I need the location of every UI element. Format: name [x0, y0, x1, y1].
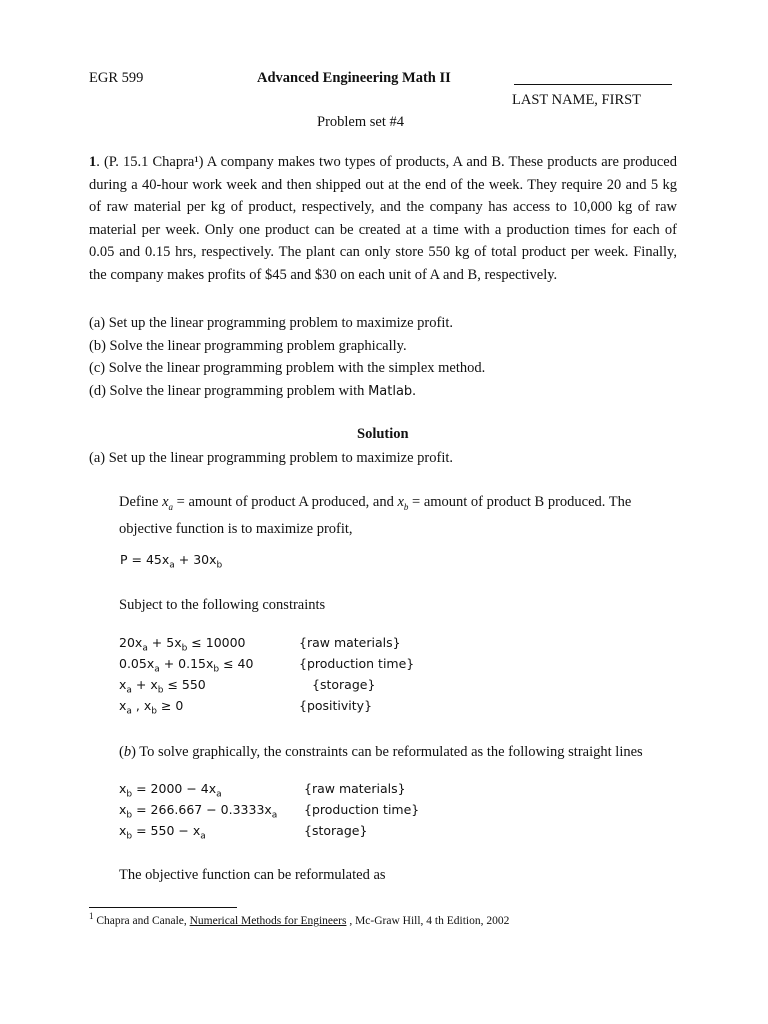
footnote-rest: , Mc-Graw Hill, 4 th Edition, 2002 [346, 914, 510, 927]
l1-lhs: x [119, 781, 127, 796]
constraint-raw-materials [119, 635, 246, 654]
c3-sub-1: a [126, 685, 132, 696]
problem-set-label: Problem set #4 [317, 114, 404, 130]
c3-sub-2: b [157, 685, 164, 696]
footnote-authors: Chapra and Canale, [93, 914, 190, 927]
c3-expr-3: ≤ 550 [163, 677, 206, 692]
c3-expr-1: x [119, 677, 127, 692]
objective-equation [120, 552, 222, 571]
l2-rhs: = 266.667 − 0.3333x [132, 802, 272, 817]
course-code: EGR 599 [89, 70, 144, 86]
line-raw-materials [119, 781, 222, 800]
part-a: (a) Set up the linear programming problem to maximize profit. [89, 315, 454, 331]
part-d [89, 380, 485, 404]
c2-expr-2: + 0.15x [159, 656, 214, 671]
solution-part-a: (a) Set up the linear programming problem to maximize profit. [89, 450, 454, 466]
problem-statement [89, 151, 677, 287]
l2-sub-1: b [126, 810, 133, 821]
define-text-3: = amount of product B produced. The [408, 494, 632, 510]
define-text-1: Define [119, 494, 163, 510]
c4-sub-2: b [151, 706, 157, 717]
c3-expr-2: + x [131, 677, 158, 692]
footnote-marker: 1 [89, 911, 94, 921]
c4-sub-1: a [126, 706, 132, 717]
c1-sub-1: a [142, 643, 148, 654]
line-tag-production-time: {production time} [304, 802, 420, 817]
line-tag-storage: {storage} [304, 823, 368, 838]
l1-rhs: = 2000 − 4x [132, 781, 217, 796]
problem-number: 1 [89, 154, 97, 170]
constraint-production-time [119, 656, 253, 675]
part-c: (c) Solve the linear programming problem with the simplex method. [89, 360, 486, 377]
c1-expr-2: + 5x [147, 635, 182, 650]
footnote-rule [89, 907, 237, 908]
constraint-positivity [119, 698, 183, 717]
constraint-tag-production-time: {production time} [299, 656, 415, 671]
var-xb: x [397, 494, 404, 510]
part-b-text: ) To solve graphically, the constraints can be reformulated as the following straight lines [131, 744, 643, 760]
l2-lhs: x [119, 802, 127, 817]
objective-part-2: + 30x [174, 552, 217, 567]
problem-text: . (P. 15.1 Chapra¹) A company makes two types of products, A and B. These products are produced during a 40-hour work week and then shipped out at the end of the week. They require 20 and 5 kg of raw material per kg of product, respectively, and the company has access to 10,000 kg of raw material per week. Only one product can be created at a time with a production times for each of 0.05 and 0.15 hrs, respectively. The plant can only store 550 kg of total product per week. Finally, the company makes profits of $45 and $30 on each unit of A and B, respectively. [89, 154, 677, 283]
l2-sub-2: a [271, 810, 278, 821]
part-d-prefix: (d) Solve the linear programming problem with [89, 382, 369, 399]
define-text-2: = amount of product A produced, and [173, 494, 398, 510]
solution-part-b: (b) To solve graphically, the constraints can be reformulated as the following straight lines [119, 744, 643, 760]
problem-parts [89, 312, 485, 403]
l3-lhs: x [119, 823, 127, 838]
c1-sub-2: b [181, 643, 188, 654]
constraint-tag-storage: {storage} [312, 677, 376, 692]
objective-reformulated-text: The objective function can be reformulated as [119, 867, 386, 883]
part-d-suffix: . [412, 382, 416, 399]
l3-sub-2: a [200, 831, 206, 842]
c2-expr-1: 0.05x [119, 656, 155, 671]
document-title: Advanced Engineering Math II [257, 70, 451, 86]
l3-rhs: = 550 − x [132, 823, 201, 838]
solution-heading: Solution [357, 426, 409, 442]
name-label: LAST NAME, FIRST [512, 92, 642, 108]
c1-expr-3: ≤ 10000 [187, 635, 246, 650]
constraint-tag-raw-materials: {raw materials} [299, 635, 401, 650]
objective-part-1: P = 45x [120, 552, 170, 567]
l1-sub-1: b [126, 789, 133, 800]
c4-expr-2: , x [131, 698, 152, 713]
name-blank-line [514, 84, 672, 85]
c4-expr-1: x [119, 698, 127, 713]
footnote [89, 911, 509, 927]
constraint-storage [119, 677, 206, 696]
footnote-book-title: Numerical Methods for Engineers [189, 914, 347, 927]
objective-sub-a: a [169, 560, 175, 571]
define-text-4: objective function is to maximize profit, [119, 521, 353, 538]
c2-sub-2: b [213, 664, 220, 675]
variable-definition [119, 491, 679, 541]
l3-sub-1: b [126, 831, 133, 842]
part-b-label: b [123, 744, 132, 760]
part-b: (b) Solve the linear programming problem graphically. [89, 337, 407, 354]
var-xa: x [162, 494, 169, 510]
var-xa-sub: a [168, 501, 174, 512]
c1-expr-1: 20x [119, 635, 143, 650]
constraint-tag-positivity: {positivity} [299, 698, 373, 713]
line-storage [119, 823, 206, 842]
part-d-tool: Matlab [368, 383, 413, 399]
var-xb-sub: b [403, 501, 409, 512]
line-production-time [119, 802, 277, 821]
c4-expr-3: ≥ 0 [156, 698, 184, 713]
line-tag-raw-materials: {raw materials} [304, 781, 406, 796]
l1-sub-2: a [216, 789, 222, 800]
c2-sub-1: a [154, 664, 160, 675]
objective-sub-b: b [216, 560, 223, 571]
c2-expr-3: ≤ 40 [219, 656, 254, 671]
constraints-intro: Subject to the following constraints [119, 597, 326, 613]
